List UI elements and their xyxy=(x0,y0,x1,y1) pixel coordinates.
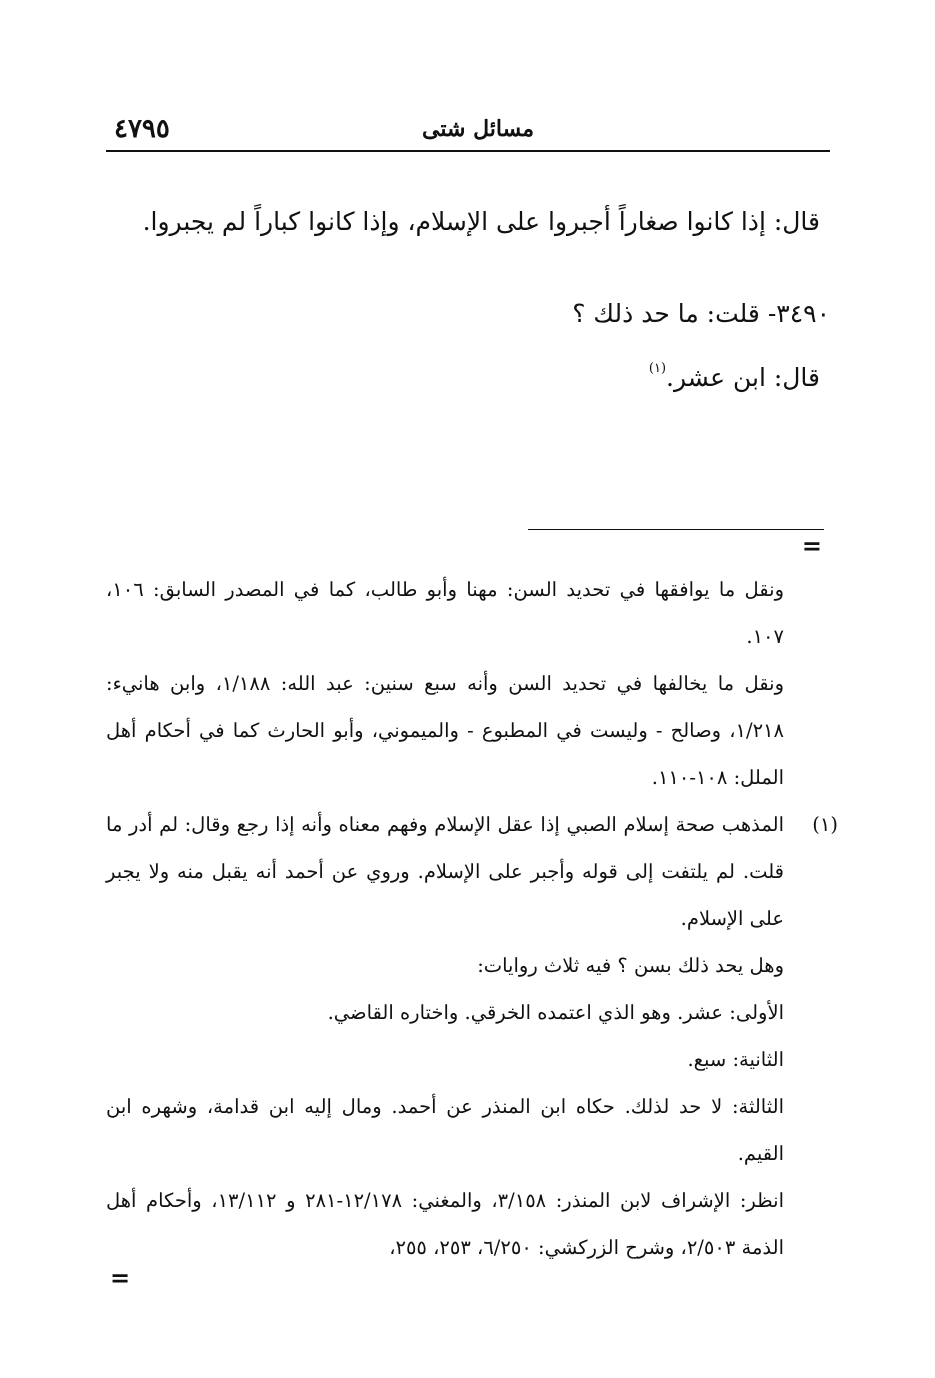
footnote-paragraph: ونقل ما يخالفها في تحديد السن وأنه سبع سنين: عبد الله: ١/١٨٨، وابن هانيء: ١/٢١٨، وصالح - وليست في المطبوع - والميموني، وأبو الحارث كما في أحكام أهل الملل: ١٠٨-١١٠. xyxy=(106,672,784,789)
page-header xyxy=(106,108,830,148)
header-rule xyxy=(106,150,830,152)
footnote-paragraph: الثالثة: لا حد لذلك. حكاه ابن المنذر عن أحمد. ومال إليه ابن قدامة، وشهره ابن القيم. xyxy=(106,1095,784,1165)
question-paragraph: ٣٤٩٠- قلت: ما حد ذلك ؟ xyxy=(572,299,830,328)
answer-text: قال: ابن عشر. xyxy=(666,363,820,392)
main-paragraph: قال: إذا كانوا صغاراً أجبروا على الإسلام، وإذا كانوا كباراً لم يجبروا. xyxy=(142,207,820,236)
footnote-paragraph: وهل يحد ذلك بسن ؟ فيه ثلاث روايات: xyxy=(477,954,784,977)
main-text xyxy=(106,190,830,410)
footnotes xyxy=(106,566,838,1271)
footnote-paragraph: الأولى: عشر. وهو الذي اعتمده الخرقي. واختاره القاضي. xyxy=(327,1001,784,1024)
footnote-separator xyxy=(528,529,824,530)
footnote-paragraph: ونقل ما يوافقها في تحديد السن: مهنا وأبو طالب، كما في المصدر السابق: ١٠٦، ١٠٧. xyxy=(106,578,784,648)
footnote-reference: (١) xyxy=(648,361,667,376)
footnote-paragraph: المذهب صحة إسلام الصبي إذا عقل الإسلام وفهم معناه وأنه إذا رجع وقال: لم أدر ما قلت. لم يلتفت إلى قوله وأجبر على الإسلام. وروي عن أحمد أنه يقبل منه ولا يجبر على الإسلام. xyxy=(106,813,784,930)
continuation-mark: = xyxy=(801,531,822,560)
answer-paragraph xyxy=(106,346,830,410)
footnote-subparagraphs xyxy=(106,942,784,1271)
running-title: مسائل شتى xyxy=(422,116,534,142)
footnote-1 xyxy=(106,801,838,1271)
footnote-paragraph: الثانية: سبع. xyxy=(687,1048,784,1071)
page-number: ٤٧٩٥ xyxy=(114,114,170,144)
footnote-continuation xyxy=(106,566,830,801)
footnote-number: (١) xyxy=(812,813,838,836)
footnote-paragraph: انظر: الإشراف لابن المنذر: ٣/١٥٨، والمغني: ١٢/١٧٨-٢٨١ و ١٣/١١٢، وأحكام أهل الذمة ٢/٥٠٣، وشرح الزركشي: ٦/٢٥٠، ٢٥٣، ٢٥٥، xyxy=(106,1189,784,1259)
continuation-mark: = xyxy=(110,1263,131,1292)
book-page xyxy=(106,0,838,1378)
